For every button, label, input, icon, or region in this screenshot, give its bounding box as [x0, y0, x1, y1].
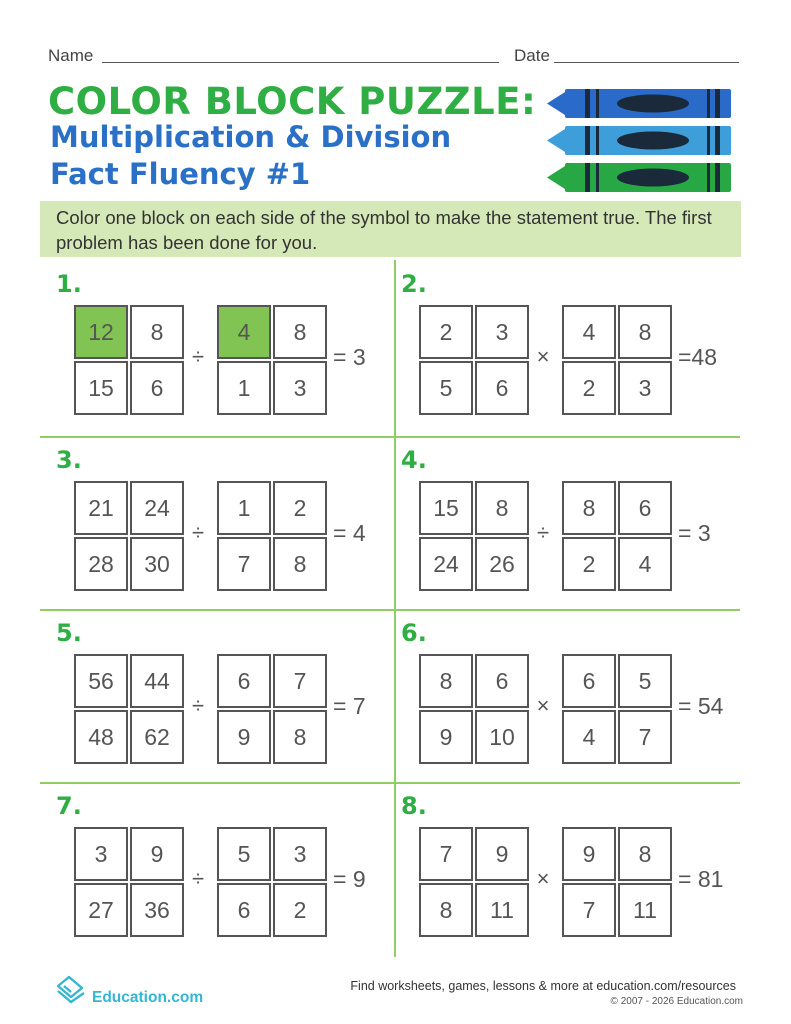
number-block-right[interactable]: 8 — [273, 710, 327, 764]
number-block-left[interactable]: 44 — [130, 654, 184, 708]
instructions-text: Color one block on each side of the symbol to make the statement true. The first problem has been done for you. — [56, 207, 712, 253]
division-symbol: ÷ — [191, 866, 205, 891]
problem-result: = 54 — [678, 693, 724, 719]
number-block-right[interactable]: 5 — [217, 827, 271, 881]
number-block-left[interactable]: 26 — [475, 537, 529, 591]
number-block-left[interactable]: 6 — [475, 654, 529, 708]
number-block-left[interactable]: 10 — [475, 710, 529, 764]
number-block-left[interactable]: 15 — [74, 361, 128, 415]
multiplication-symbol: × — [536, 344, 550, 369]
number-block-right[interactable]: 8 — [273, 537, 327, 591]
blue-crayon — [547, 87, 731, 120]
problem-number: 3. — [56, 446, 82, 474]
number-block-right[interactable]: 9 — [217, 710, 271, 764]
number-block-left[interactable]: 36 — [130, 883, 184, 937]
number-block-left[interactable]: 30 — [130, 537, 184, 591]
division-symbol: ÷ — [536, 520, 550, 545]
number-block-left[interactable]: 3 — [475, 305, 529, 359]
number-block-left[interactable]: 62 — [130, 710, 184, 764]
problem-result: = 3 — [333, 344, 366, 370]
number-block-left[interactable]: 8 — [419, 883, 473, 937]
problem-result: = 9 — [333, 866, 366, 892]
page-title: COLOR BLOCK PUZZLE: — [48, 80, 537, 123]
page-subtitle: Multiplication & Division — [50, 120, 452, 154]
number-block-left[interactable]: 28 — [74, 537, 128, 591]
number-block-left[interactable]: 6 — [130, 361, 184, 415]
number-block-right[interactable]: 8 — [562, 481, 616, 535]
number-block-left[interactable]: 9 — [130, 827, 184, 881]
number-block-right[interactable]: 4 — [217, 305, 271, 359]
number-block-left[interactable]: 8 — [419, 654, 473, 708]
problem-number: 4. — [401, 446, 427, 474]
number-block-right[interactable]: 2 — [562, 537, 616, 591]
footer-tagline[interactable]: Find worksheets, games, lessons & more at education.com/resources — [350, 979, 736, 993]
problem-number: 2. — [401, 270, 427, 298]
green-crayon — [547, 161, 731, 194]
number-block-right[interactable]: 6 — [217, 883, 271, 937]
number-block-left[interactable]: 24 — [419, 537, 473, 591]
number-block-right[interactable]: 2 — [562, 361, 616, 415]
problem-result: = 4 — [333, 520, 366, 546]
date-label: Date — [514, 46, 550, 65]
number-block-right[interactable]: 3 — [618, 361, 672, 415]
number-block-right[interactable]: 6 — [562, 654, 616, 708]
grid-horizontal-divider — [40, 609, 740, 611]
problem-number: 5. — [56, 619, 82, 647]
problem-result: = 81 — [678, 866, 724, 892]
grid-horizontal-divider — [40, 782, 740, 784]
number-block-right[interactable]: 9 — [562, 827, 616, 881]
number-block-left[interactable]: 8 — [475, 481, 529, 535]
problem-number: 7. — [56, 792, 82, 820]
date-field-line[interactable] — [554, 62, 739, 63]
number-block-right[interactable]: 3 — [273, 827, 327, 881]
number-block-right[interactable]: 2 — [273, 883, 327, 937]
number-block-left[interactable]: 12 — [74, 305, 128, 359]
light-blue-crayon — [547, 124, 731, 157]
number-block-right[interactable]: 11 — [618, 883, 672, 937]
problem-number: 8. — [401, 792, 427, 820]
number-block-right[interactable]: 5 — [618, 654, 672, 708]
instructions-box — [40, 201, 741, 257]
number-block-left[interactable]: 9 — [419, 710, 473, 764]
number-block-left[interactable]: 15 — [419, 481, 473, 535]
number-block-right[interactable]: 1 — [217, 481, 271, 535]
multiplication-symbol: × — [536, 866, 550, 891]
number-block-right[interactable]: 3 — [273, 361, 327, 415]
number-block-right[interactable]: 4 — [562, 710, 616, 764]
number-block-left[interactable]: 24 — [130, 481, 184, 535]
problem-number: 1. — [56, 270, 82, 298]
number-block-left[interactable]: 11 — [475, 883, 529, 937]
number-block-left[interactable]: 48 — [74, 710, 128, 764]
division-symbol: ÷ — [191, 693, 205, 718]
number-block-right[interactable]: 6 — [217, 654, 271, 708]
number-block-right[interactable]: 6 — [618, 481, 672, 535]
number-block-right[interactable]: 7 — [562, 883, 616, 937]
footer-copyright: © 2007 - 2026 Education.com — [610, 996, 743, 1007]
division-symbol: ÷ — [191, 520, 205, 545]
grid-horizontal-divider — [40, 436, 740, 438]
page-subtitle-2: Fact Fluency #1 — [50, 157, 311, 191]
problem-number: 6. — [401, 619, 427, 647]
number-block-left[interactable]: 27 — [74, 883, 128, 937]
number-block-left[interactable]: 9 — [475, 827, 529, 881]
number-block-right[interactable]: 8 — [618, 827, 672, 881]
number-block-right[interactable]: 8 — [273, 305, 327, 359]
number-block-right[interactable]: 7 — [618, 710, 672, 764]
education-logo-icon — [54, 974, 88, 1006]
number-block-left[interactable]: 6 — [475, 361, 529, 415]
problem-result: =48 — [678, 344, 718, 370]
name-label: Name — [48, 46, 94, 65]
number-block-right[interactable]: 8 — [618, 305, 672, 359]
number-block-left[interactable]: 21 — [74, 481, 128, 535]
multiplication-symbol: × — [536, 693, 550, 718]
number-block-left[interactable]: 56 — [74, 654, 128, 708]
brand-name: Education.com — [92, 989, 204, 1006]
name-field-line[interactable] — [102, 62, 499, 63]
problem-result: = 3 — [678, 520, 711, 546]
number-block-right[interactable]: 7 — [273, 654, 327, 708]
number-block-right[interactable]: 1 — [217, 361, 271, 415]
number-block-right[interactable]: 2 — [273, 481, 327, 535]
number-block-left[interactable]: 8 — [130, 305, 184, 359]
number-block-left[interactable]: 7 — [419, 827, 473, 881]
number-block-right[interactable]: 7 — [217, 537, 271, 591]
number-block-right[interactable]: 4 — [618, 537, 672, 591]
number-block-left[interactable]: 5 — [419, 361, 473, 415]
problem-result: = 7 — [333, 693, 366, 719]
number-block-left[interactable]: 2 — [419, 305, 473, 359]
number-block-right[interactable]: 4 — [562, 305, 616, 359]
division-symbol: ÷ — [191, 344, 205, 369]
number-block-left[interactable]: 3 — [74, 827, 128, 881]
